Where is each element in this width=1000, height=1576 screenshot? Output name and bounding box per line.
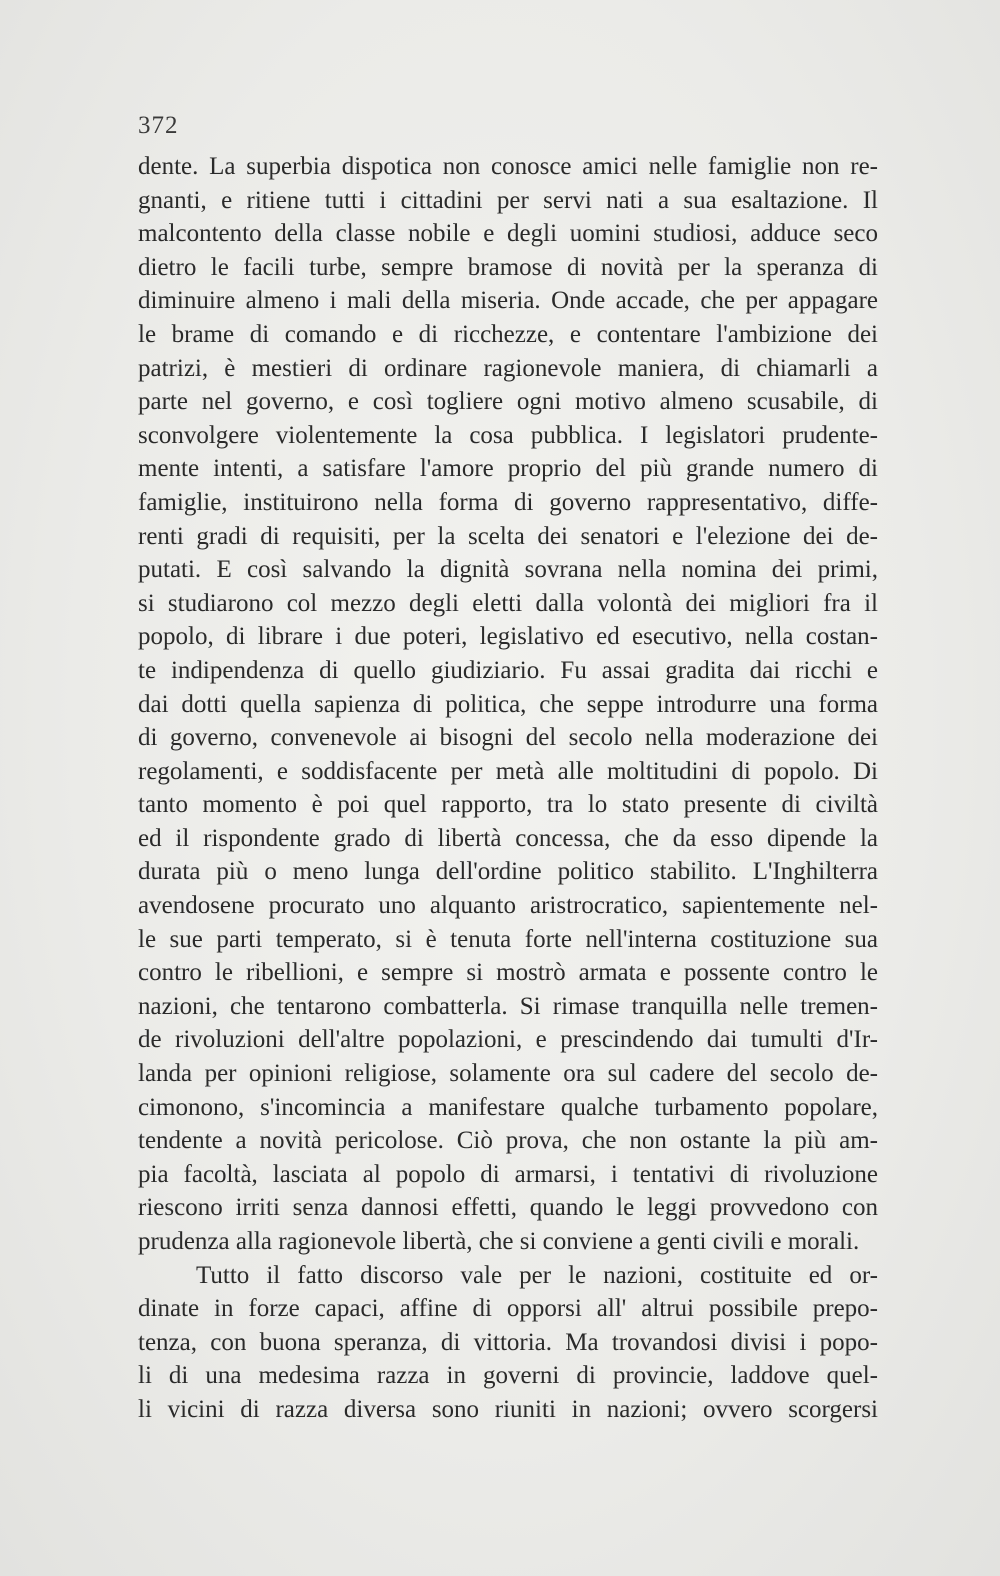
text-line: tendente a novità pericolose. Ciò prova, che non ostante la più am- [138, 1127, 878, 1155]
text-line: diminuire almeno i mali della miseria. Onde accade, che per appagare [138, 287, 878, 315]
text-line: landa per opinioni religiose, solamente ora sul cadere del secolo de- [138, 1060, 878, 1088]
text-line: famiglie, instituirono nella forma di governo rappresentativo, diffe- [138, 488, 878, 516]
text-line: mente intenti, a satisfare l'amore proprio del più grande numero di [138, 455, 878, 483]
text-line: dente. La superbia dispotica non conosce amici nelle famiglie non re- [138, 153, 878, 180]
text-line: dinate in forze capaci, affine di opporsi all' altrui possibile prepo- [138, 1295, 878, 1323]
text-line: si studiarono col mezzo degli eletti dalla volontà dei migliori fra il [138, 589, 878, 617]
text-line: de rivoluzioni dell'altre popolazioni, e prescindendo dai tumulti d'Ir- [138, 1026, 878, 1054]
text-line: durata più o meno lunga dell'ordine politico stabilito. L'Inghilterra [138, 858, 878, 886]
text-line: te indipendenza di quello giudiziario. Fu assai gradita dai ricchi e [138, 656, 878, 684]
text-line: sconvolgere violentemente la cosa pubblica. I legislatori prudente- [138, 421, 878, 449]
text-line: dietro le facili turbe, sempre bramose di novità per la speranza di [138, 253, 878, 281]
text-line: le brame di comando e di ricchezze, e contentare l'ambizione dei [138, 320, 878, 348]
text-line: contro le ribellioni, e sempre si mostrò armata e possente contro le [138, 959, 878, 987]
text-line: tenza, con buona speranza, di vittoria. Ma trovandosi divisi i popo- [138, 1328, 878, 1356]
body-text [138, 150, 878, 1427]
text-line: popolo, di librare i due poteri, legislativo ed esecutivo, nella costan- [138, 623, 878, 651]
text-line: renti gradi di requisiti, per la scelta dei senatori e l'elezione dei de- [138, 522, 878, 550]
text-line: putati. E così salvando la dignità sovrana nella nomina dei primi, [138, 556, 878, 584]
text-line: le sue parti temperato, si è tenuta forte nell'interna costituzione sua [138, 925, 878, 953]
text-line: riescono irriti senza dannosi effetti, quando le leggi provvedono con [138, 1194, 878, 1222]
text-line: pia facoltà, lasciata al popolo di armarsi, i tentativi di rivoluzione [138, 1160, 878, 1188]
text-line: avendosene procurato uno alquanto aristrocratico, sapientemente nel- [138, 892, 878, 920]
text-line: ed il rispondente grado di libertà concessa, che da esso dipende la [138, 824, 878, 852]
text-line: patrizi, è mestieri di ordinare ragionevole maniera, di chiamarli a [138, 354, 878, 382]
text-line: tanto momento è poi quel rapporto, tra lo stato presente di civiltà [138, 791, 878, 819]
text-line: malcontento della classe nobile e degli uomini studiosi, adduce seco [138, 220, 878, 248]
paragraph-end-line: prudenza alla ragionevole libertà, che si conviene a genti civili e morali. [138, 1228, 860, 1255]
text-line: regolamenti, e soddisfacente per metà alle moltitudini di popolo. Di [138, 757, 878, 785]
paragraph-start-line: Tutto il fatto discorso vale per le nazioni, costituite ed or- [196, 1261, 878, 1289]
page-number: 372 [138, 112, 179, 139]
text-line: li di una medesima razza in governi di provincie, laddove quel- [138, 1362, 878, 1390]
text-line: li vicini di razza diversa sono riuniti in nazioni; ovvero scorgersi [138, 1395, 878, 1423]
text-line: di governo, convenevole ai bisogni del secolo nella moderazione dei [138, 724, 878, 752]
text-line: cimonono, s'incomincia a manifestare qualche turbamento popolare, [138, 1093, 878, 1121]
text-line: dai dotti quella sapienza di politica, che seppe introdurre una forma [138, 690, 878, 718]
text-line: parte nel governo, e così togliere ogni motivo almeno scusabile, di [138, 388, 878, 416]
text-line: gnanti, e ritiene tutti i cittadini per servi nati a sua esaltazione. Il [138, 186, 878, 214]
text-line: nazioni, che tentarono combatterla. Si rimase tranquilla nelle tremen- [138, 992, 878, 1020]
